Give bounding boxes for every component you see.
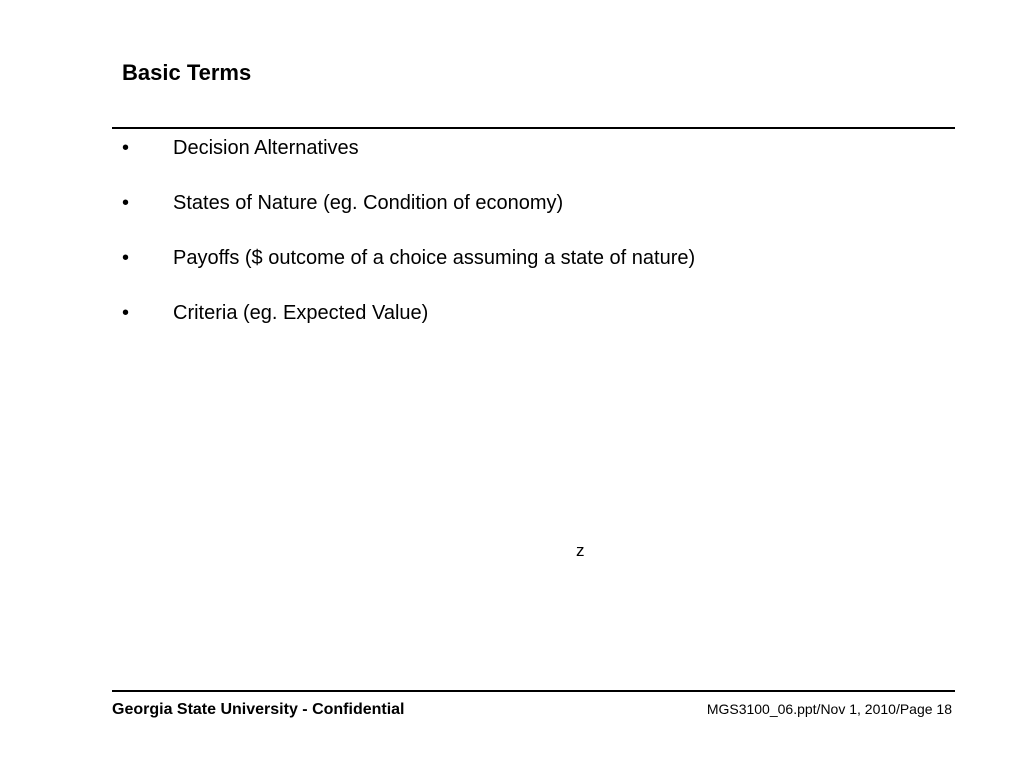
bullet-text: States of Nature (eg. Condition of economy) [173, 192, 564, 214]
bullet-text: Criteria (eg. Expected Value) [173, 302, 429, 324]
bullet-icon: • [122, 247, 130, 269]
bullet-icon: • [122, 192, 130, 214]
bullet-icon: • [122, 137, 130, 159]
bullet-text: Decision Alternatives [173, 137, 359, 159]
stray-text: z [576, 541, 585, 560]
bullet-text: Payoffs ($ outcome of a choice assuming a state of nature) [173, 247, 696, 269]
footer-divider [112, 690, 955, 692]
footer-page-info: MGS3100_06.ppt/Nov 1, 2010/Page 18 [706, 701, 952, 717]
slide-title: Basic Terms [122, 60, 252, 85]
bullet-icon: • [122, 302, 130, 324]
footer-organization: Georgia State University - Confidential [112, 701, 405, 718]
